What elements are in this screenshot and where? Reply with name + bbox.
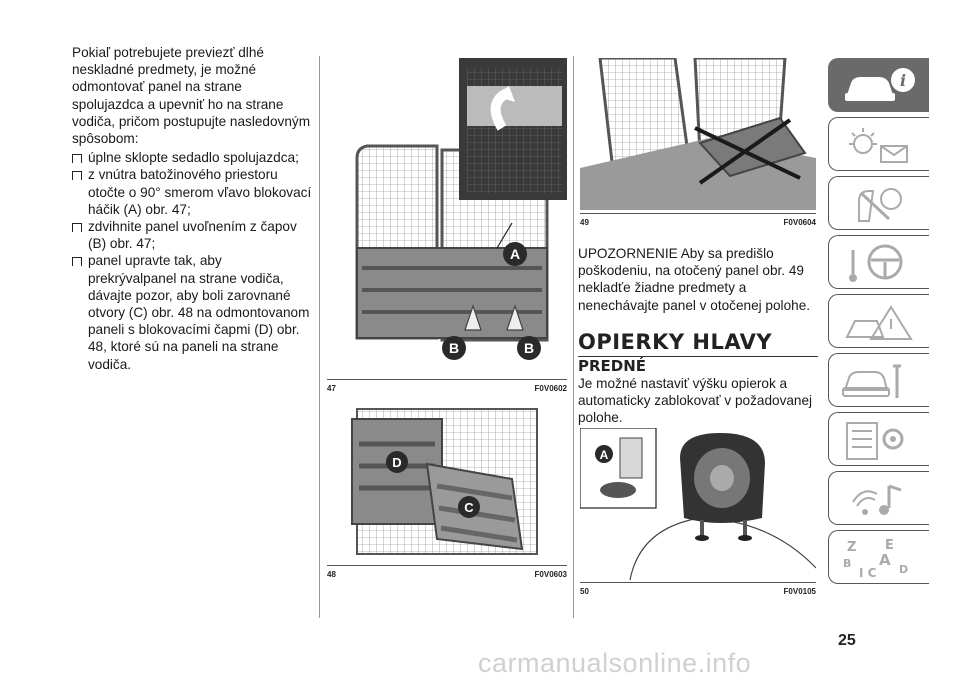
svg-text:A: A [879,551,891,569]
page-number: 25 [838,632,856,649]
alphabetical-index-icon [839,535,919,581]
figure-code: F0V0603 [534,570,567,579]
car-maintenance-icon [839,358,919,404]
figure-code: F0V0105 [783,587,816,596]
column-divider [573,56,574,618]
car-info-icon [839,63,919,109]
watermark: carmanualsonline.info [478,648,752,678]
callout-b: B [523,340,535,356]
bullet-text: zdvihnite panel uvoľnením z čapov (B) obr. 47; [88,219,297,252]
tab-dashboard-lights[interactable] [828,117,929,171]
figure-50-caption [580,582,816,596]
figure-code: F0V0602 [534,384,567,393]
tab-starting-driving[interactable] [828,235,929,289]
callout-a: A [509,246,521,262]
intro-paragraph: Pokiaľ potrebujete previezť dlhé neskladné predmety, je možné odmontovať panel na strane spolujazdca a upevniť ho na strane vodiča, pričom postupujte nasledovným spôsobom: [72,45,311,147]
left-column [72,44,312,373]
figure-48-image [327,404,567,562]
bullet-marker-icon [72,223,82,232]
bullet-marker-icon [72,257,82,266]
callout-d: D [392,455,402,470]
technical-data-icon [839,417,919,463]
figure-number: 50 [580,587,589,596]
figure-number: 47 [327,384,336,393]
chapter-tabs [828,58,929,589]
bullet-item [72,166,312,218]
tab-index[interactable] [828,530,929,584]
steering-wheel-icon [839,240,919,286]
figure-47-image [327,58,567,376]
tab-maintenance[interactable] [828,353,929,407]
bullet-marker-icon [72,171,82,180]
bullet-text: úplne sklopte sedadlo spolujazdca; [88,150,299,166]
callout-c: C [464,500,474,515]
callout-b: B [448,340,460,356]
bullet-text: panel upravte tak, aby prekrývalpanel na strane vodiča, dávajte pozor, aby boli zarovnané otvory (C) obr. 48 na odmontovanom paneli s blokovacími čapmi (D) obr. 48, ktoré sú na paneli na strane vodiča. [88,253,310,372]
svg-text:D: D [899,563,909,576]
svg-text:B: B [843,557,852,570]
bullet-item [72,149,312,166]
bullet-item [72,218,312,252]
airbag-safety-icon [839,181,919,227]
figure-47-caption [327,379,567,393]
tab-safety[interactable] [828,176,929,230]
figure-49-caption [580,213,816,227]
svg-text:E: E [885,538,894,553]
warning-triangle-icon [839,299,919,345]
figure-48-caption [327,565,567,579]
svg-text:i: i [899,71,907,90]
tab-emergency[interactable] [828,294,929,348]
dashboard-lights-icon [839,122,919,168]
body-paragraph: Je možné nastaviť výšku opierok a automaticky zablokovať v požadovanej polohe. [578,376,813,426]
figure-number: 48 [327,570,336,579]
svg-text:I C: I C [859,566,877,580]
figure-50-image [580,428,816,580]
bullet-marker-icon [72,154,82,163]
column-divider [319,56,320,618]
svg-text:Z: Z [847,540,857,555]
bullet-item [72,252,312,372]
tab-car-info[interactable] [828,58,929,112]
callout-a: A [599,448,609,462]
bullet-text: z vnútra batožinového priestoru otočte o 90° smerom vľavo blokovací háčik (A) obr. 47; [88,167,312,217]
multimedia-icon [839,476,919,522]
figure-code: F0V0604 [783,218,816,227]
subsection-title: PREDNÉ [578,357,647,375]
tab-multimedia[interactable] [828,471,929,525]
figure-number: 49 [580,218,589,227]
tab-technical-data[interactable] [828,412,929,466]
warning-paragraph: UPOZORNENIE Aby sa predišlo poškodeniu, na otočený panel obr. 49 nekladťe žiadne predmety a nenechávajte panel v otočenej polohe. [578,246,811,313]
figure-49-image [580,58,816,210]
section-title: OPIERKY HLAVY [578,330,818,357]
